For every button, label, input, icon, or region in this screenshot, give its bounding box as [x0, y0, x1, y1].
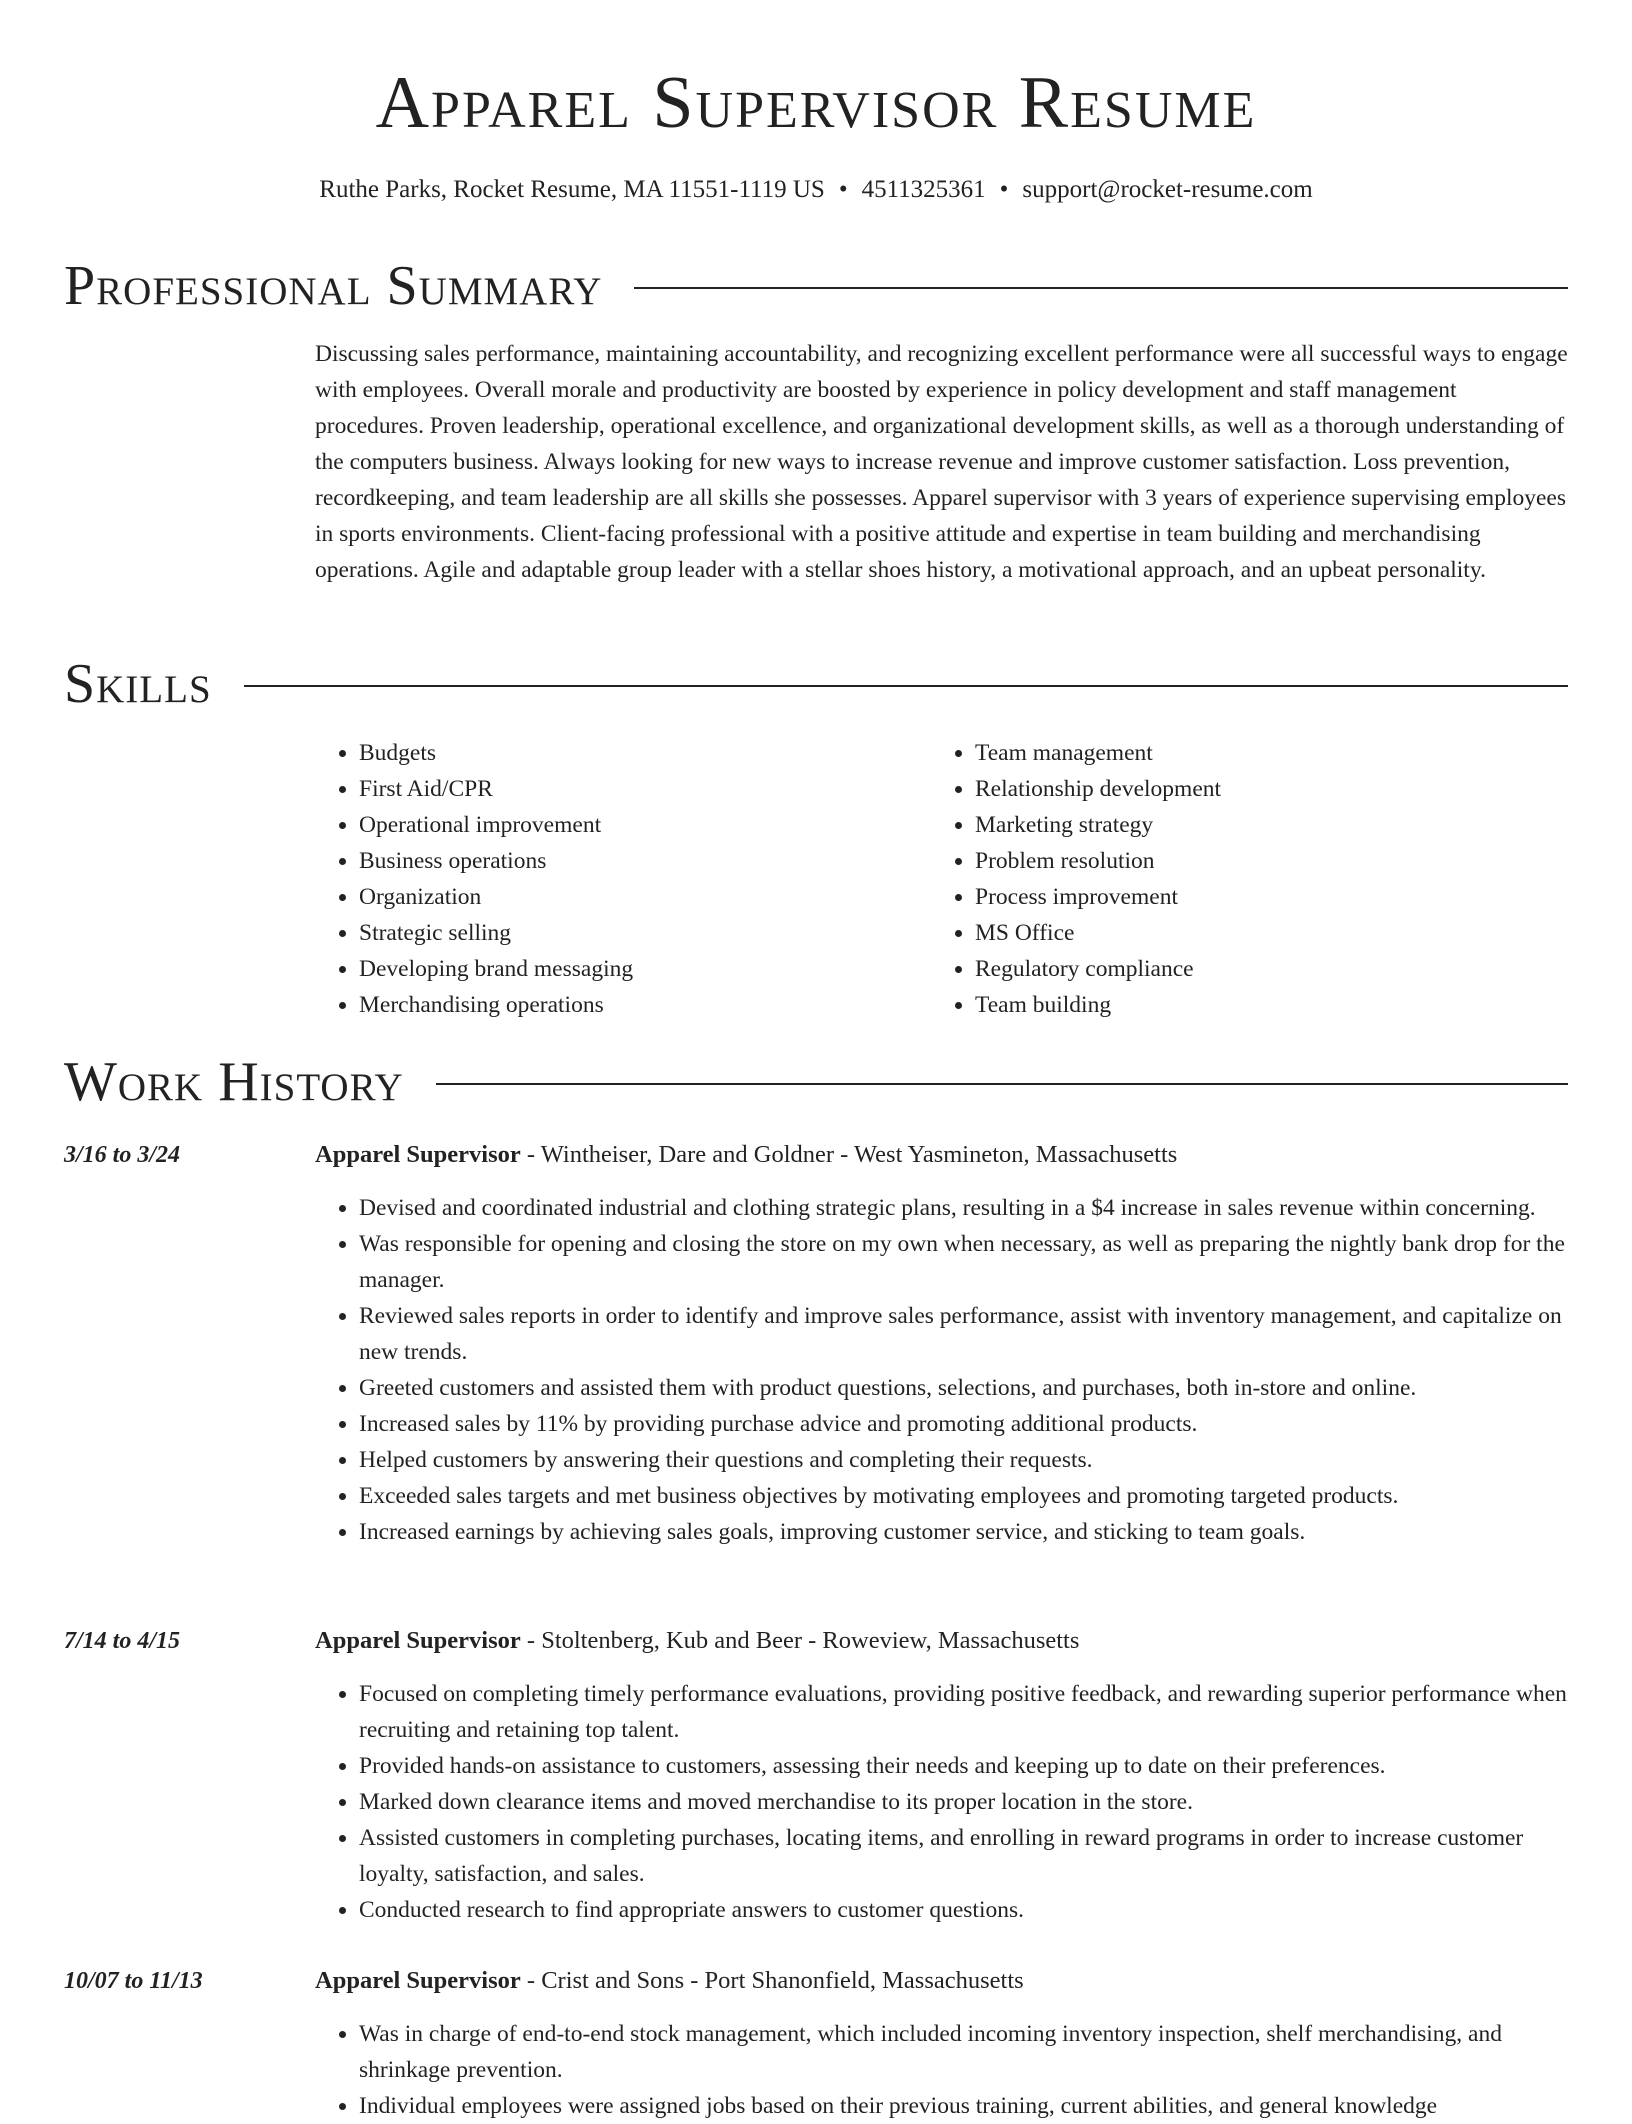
skill-item: • Operational improvement: [359, 807, 931, 843]
job-dates: 10/07 to 11/13: [64, 1968, 203, 1994]
job-title: Apparel Supervisor: [315, 1141, 521, 1168]
job-employer-location: - Crist and Sons - Port Shanonfield, Massachusetts: [520, 1967, 1024, 1994]
job-duty-item: • Increased earnings by achieving sales goals, improving customer service, and sticking to team goals.: [359, 1514, 1568, 1550]
skill-item: • Relationship development: [975, 771, 1547, 807]
work-history-section-header: [64, 1050, 1568, 1114]
job-duty-item: • Provided hands-on assistance to customers, assessing their needs and keeping up to date on their preferences.: [359, 1748, 1568, 1784]
job-title: Apparel Supervisor: [315, 1967, 521, 1994]
job-duty-item: • Greeted customers and assisted them with product questions, selections, and purchases, both in-store and online.: [359, 1370, 1568, 1406]
skill-item: • Team management: [975, 735, 1547, 771]
skill-item: • Regulatory compliance: [975, 951, 1547, 987]
skill-item: • Budgets: [359, 735, 931, 771]
contact-separator: •: [999, 176, 1009, 203]
section-divider: [244, 685, 1568, 687]
job-heading: [315, 1137, 1177, 1173]
skill-item: • Merchandising operations: [359, 987, 931, 1023]
work-history-heading: Work History: [64, 1051, 404, 1113]
section-divider: [436, 1083, 1568, 1085]
job-heading: [315, 1963, 1024, 1999]
job-duty-item: • Marked down clearance items and moved merchandise to its proper location in the store.: [359, 1784, 1568, 1820]
job-duties: [315, 2016, 1568, 2124]
job-duty-item: • Assisted customers in completing purchases, locating items, and enrolling in reward programs in order to increase customer loyalty, satisfaction, and sales.: [359, 1820, 1568, 1892]
skill-item: • Strategic selling: [359, 915, 931, 951]
contact-phone: 4511325361: [861, 176, 986, 203]
skill-item: • Marketing strategy: [975, 807, 1547, 843]
summary-heading: Professional Summary: [64, 255, 603, 317]
skill-item: • Team building: [975, 987, 1547, 1023]
skill-item: • Business operations: [359, 843, 931, 879]
job-duty-item: • Reviewed sales reports in order to identify and improve sales performance, assist with inventory management, and capitalize on new trends.: [359, 1298, 1568, 1370]
skill-item: • Process improvement: [975, 879, 1547, 915]
job-duty-item: • Devised and coordinated industrial and clothing strategic plans, resulting in a $4 increase in sales revenue within concerning.: [359, 1190, 1568, 1226]
contact-separator: •: [838, 176, 848, 203]
skills-column-left: [315, 735, 931, 1023]
skills-column-right: [931, 735, 1547, 1023]
job-duties: [315, 1676, 1568, 1928]
job-duty-item: • Focused on completing timely performance evaluations, providing positive feedback, and rewarding superior performance when recruiting and retaining top talent.: [359, 1676, 1568, 1748]
skill-item: • Organization: [359, 879, 931, 915]
skill-item: • Problem resolution: [975, 843, 1547, 879]
contact-address: Ruthe Parks, Rocket Resume, MA 11551-1119 US: [319, 176, 825, 203]
job-duty-item: • Individual employees were assigned jobs based on their previous training, current abilities, and general knowledge: [359, 2088, 1568, 2124]
contact-email: support@rocket-resume.com: [1022, 176, 1313, 203]
resume-title: Apparel Supervisor Resume: [375, 62, 1257, 144]
section-divider: [634, 287, 1568, 289]
job-duty-item: • Was responsible for opening and closing the store on my own when necessary, as well as preparing the nightly bank drop for the manager.: [359, 1226, 1568, 1298]
job-duty-item: • Exceeded sales targets and met business objectives by motivating employees and promoting targeted products.: [359, 1478, 1568, 1514]
skills-heading: Skills: [64, 653, 212, 715]
skill-item: • First Aid/CPR: [359, 771, 931, 807]
summary-section-header: [64, 254, 1568, 318]
contact-line: [64, 172, 1568, 208]
job-employer-location: - Wintheiser, Dare and Goldner - West Yasmineton, Massachusetts: [520, 1141, 1178, 1168]
job-duty-item: • Helped customers by answering their questions and completing their requests.: [359, 1442, 1568, 1478]
skills-list: [315, 735, 1568, 1023]
job-dates: 7/14 to 4/15: [64, 1628, 181, 1654]
skill-item: • Developing brand messaging: [359, 951, 931, 987]
skill-item: • MS Office: [975, 915, 1547, 951]
job-heading: [315, 1623, 1079, 1659]
job-duty-item: • Conducted research to find appropriate answers to customer questions.: [359, 1892, 1568, 1928]
job-duty-item: • Was in charge of end-to-end stock management, which included incoming inventory inspection, shelf merchandising, and shrinkage prevention.: [359, 2016, 1568, 2088]
summary-text: Discussing sales performance, maintaining accountability, and recognizing excellent performance were all successful ways to engage with employees. Overall morale and productivity are boosted by experience in policy development and staff management procedures. Proven leadership, operational excellence, and organizational development skills, as well as a thorough understanding of the computers business. Always looking for new ways to increase revenue and improve customer satisfaction. Loss prevention, recordkeeping, and team leadership are all skills she possesses. Apparel supervisor with 3 years of experience supervising employees in sports environments. Client-facing professional with a positive attitude and expertise in team building and merchandising operations. Agile and adaptable group leader with a stellar shoes history, a motivational approach, and an upbeat personality.: [315, 341, 1568, 583]
job-title: Apparel Supervisor: [315, 1627, 521, 1654]
skills-section-header: [64, 652, 1568, 716]
job-duties: [315, 1190, 1568, 1550]
job-duty-item: • Increased sales by 11% by providing purchase advice and promoting additional products.: [359, 1406, 1568, 1442]
job-employer-location: - Stoltenberg, Kub and Beer - Roweview, Massachusetts: [520, 1627, 1080, 1654]
job-dates: 3/16 to 3/24: [64, 1142, 181, 1168]
